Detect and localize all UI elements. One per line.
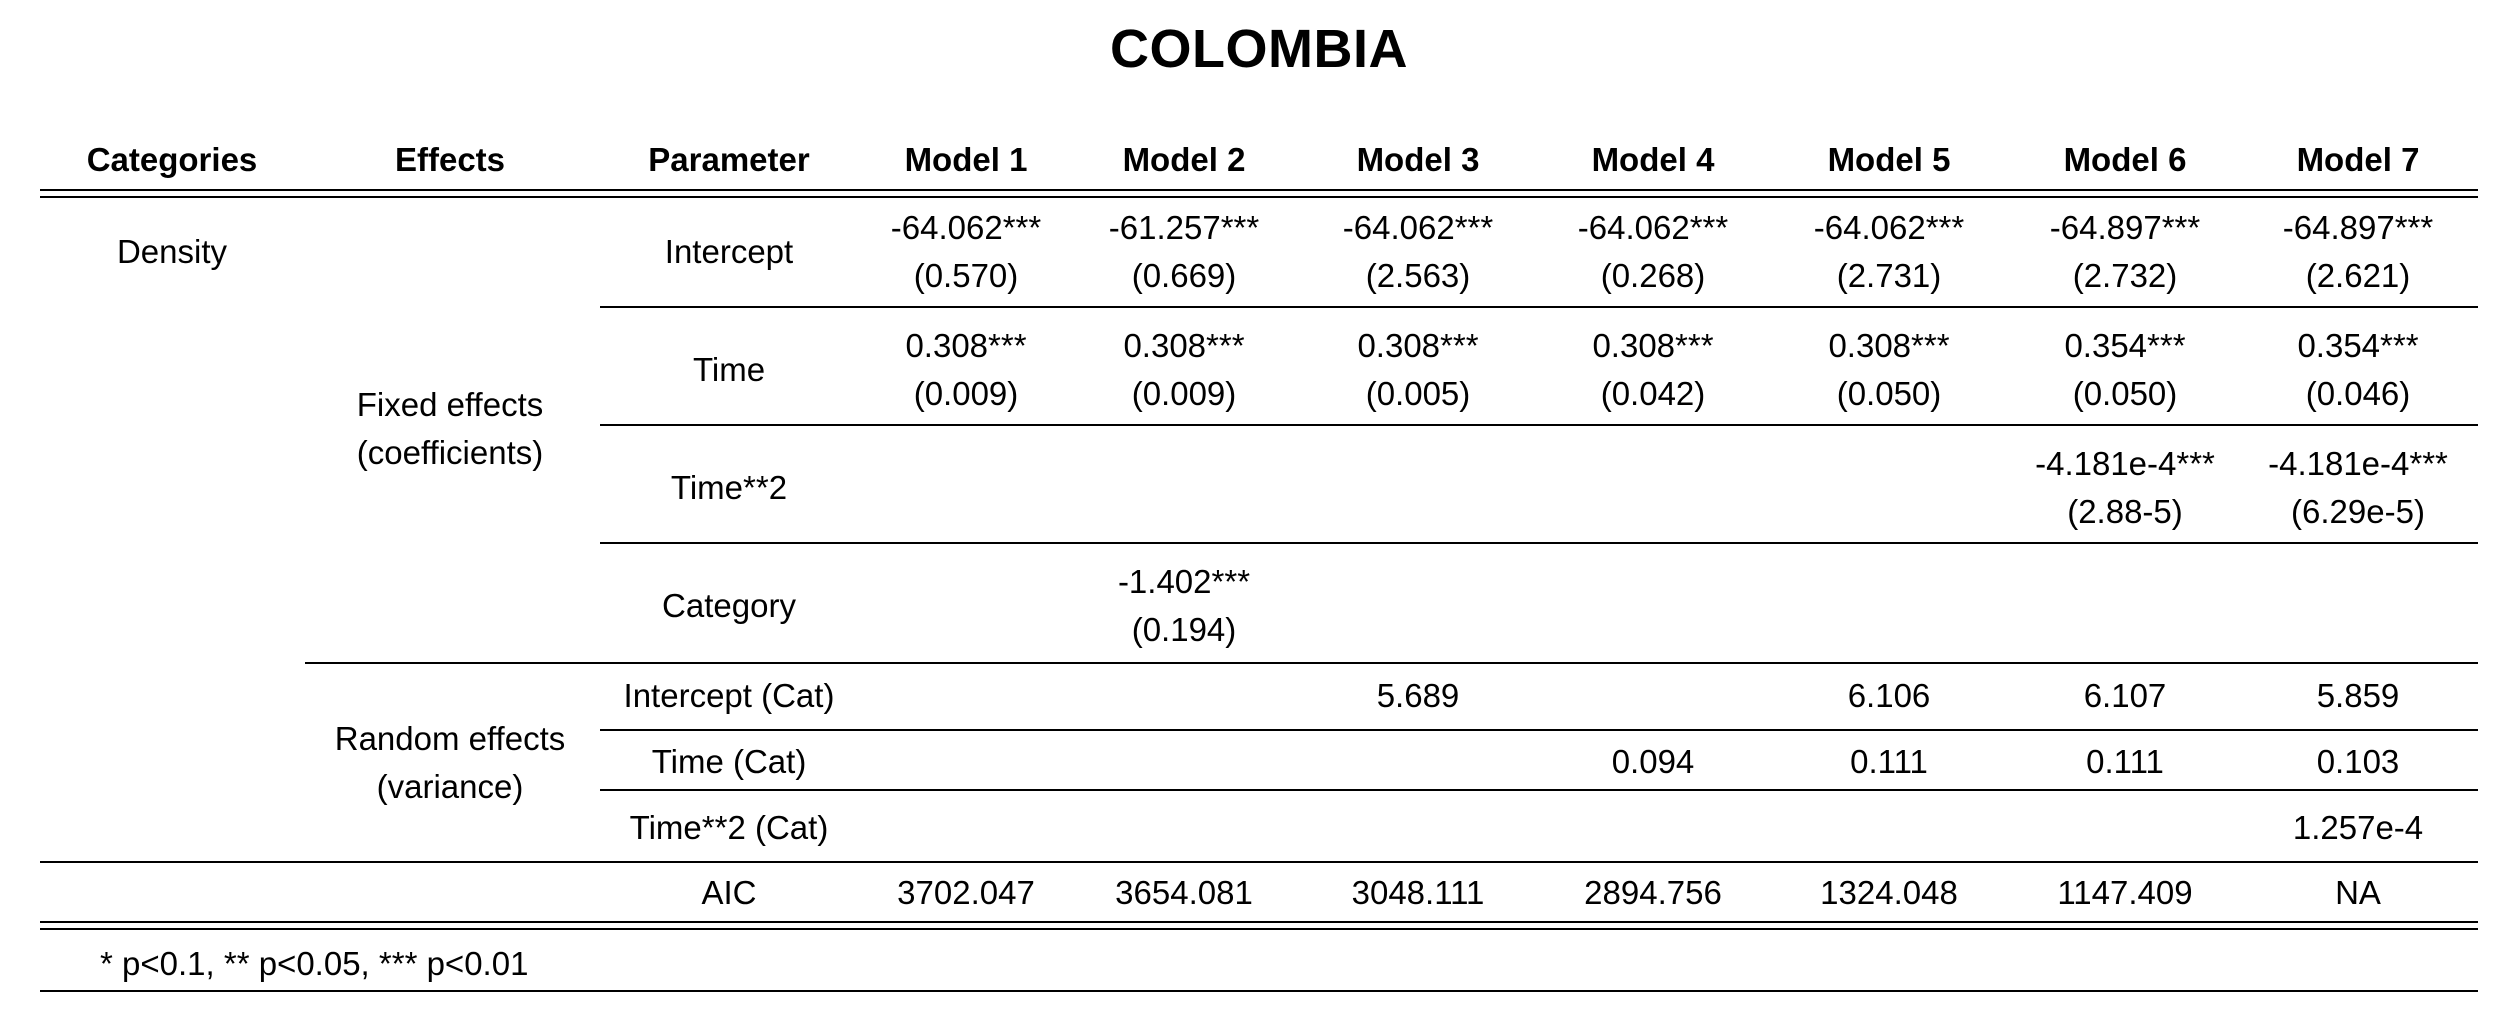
intercept-se-m5: (2.731) — [1836, 257, 1942, 294]
random-effects-sublabel: (variance) — [376, 768, 524, 805]
time-coef-m4: 0.308*** — [1592, 327, 1714, 364]
time2-cat-m7: 1.257e-4 — [2292, 809, 2424, 846]
intercept-se-m6: (2.732) — [2072, 257, 2178, 294]
rule-before-aic — [40, 861, 2478, 863]
rule-fixed-random — [305, 662, 2478, 664]
time-coef-m2: 0.308*** — [1123, 327, 1245, 364]
header-effects: Effects — [394, 141, 506, 178]
param-time-squared: Time**2 — [670, 469, 788, 506]
header-model-3: Model 3 — [1356, 141, 1480, 178]
header-model-5: Model 5 — [1827, 141, 1951, 178]
intercept-coef-m2: -61.257*** — [1108, 209, 1260, 246]
category-se-m2: (0.194) — [1131, 611, 1237, 648]
category-label: Density — [116, 233, 228, 270]
intercept-coef-m6: -64.897*** — [2049, 209, 2201, 246]
aic-rule-top — [40, 921, 2478, 923]
header-categories: Categories — [86, 141, 258, 178]
fixed-effects-sublabel: (coefficients) — [356, 434, 544, 471]
intercept-cat-m7: 5.859 — [2316, 677, 2400, 714]
time-cat-m5: 0.111 — [1850, 743, 1928, 780]
intercept-cat-m5: 6.106 — [1847, 677, 1931, 714]
category-coef-m2: -1.402*** — [1117, 563, 1251, 600]
time2-se-m7: (6.29e-5) — [2291, 493, 2425, 530]
row-rule-intercept-cat — [600, 729, 2478, 731]
intercept-cat-m6: 6.107 — [2083, 677, 2167, 714]
row-rule-time — [600, 424, 2478, 426]
param-category: Category — [662, 587, 796, 624]
header-model-7: Model 7 — [2296, 141, 2420, 178]
intercept-se-m1: (0.570) — [913, 257, 1019, 294]
aic-m6: 1147.409 — [2057, 874, 2193, 911]
aic-rule-bottom — [40, 928, 2478, 930]
time-se-m2: (0.009) — [1131, 375, 1237, 412]
intercept-se-m3: (2.563) — [1365, 257, 1471, 294]
intercept-se-m4: (0.268) — [1600, 257, 1706, 294]
header-rule-top — [40, 189, 2478, 191]
aic-m3: 3048.111 — [1351, 874, 1485, 911]
time-coef-m5: 0.308*** — [1828, 327, 1950, 364]
significance-footnote: * p<0.1, ** p<0.05, *** p<0.01 — [100, 945, 529, 982]
time-cat-m7: 0.103 — [2316, 743, 2400, 780]
time-cat-m4: 0.094 — [1611, 743, 1695, 780]
time2-coef-m7: -4.181e-4*** — [2268, 445, 2448, 482]
row-rule-intercept — [600, 306, 2478, 308]
table-title: COLOMBIA — [1110, 19, 1408, 79]
intercept-coef-m1: -64.062*** — [890, 209, 1042, 246]
time-se-m3: (0.005) — [1365, 375, 1471, 412]
aic-m5: 1324.048 — [1820, 874, 1958, 911]
time-coef-m1: 0.308*** — [905, 327, 1027, 364]
param-time: Time — [692, 351, 766, 388]
header-parameter: Parameter — [648, 141, 810, 178]
intercept-coef-m4: -64.062*** — [1577, 209, 1729, 246]
aic-m2: 3654.081 — [1115, 874, 1253, 911]
header-model-6: Model 6 — [2063, 141, 2187, 178]
time-se-m7: (0.046) — [2305, 375, 2411, 412]
table-bottom-rule — [40, 990, 2478, 992]
header-rule-bottom — [40, 196, 2478, 198]
time-se-m6: (0.050) — [2072, 375, 2178, 412]
param-intercept-cat: Intercept (Cat) — [623, 677, 835, 714]
row-rule-time-squared — [600, 542, 2478, 544]
time-coef-m7: 0.354*** — [2297, 327, 2419, 364]
param-intercept: Intercept — [664, 233, 794, 270]
time2-coef-m6: -4.181e-4*** — [2035, 445, 2215, 482]
time-se-m5: (0.050) — [1836, 375, 1942, 412]
aic-m4: 2894.756 — [1584, 874, 1722, 911]
intercept-se-m7: (2.621) — [2305, 257, 2411, 294]
fixed-effects-label: Fixed effects — [356, 386, 544, 423]
aic-m7: NA — [2335, 874, 2381, 911]
param-aic: AIC — [701, 874, 757, 911]
time-coef-m3: 0.308*** — [1357, 327, 1479, 364]
time-se-m4: (0.042) — [1600, 375, 1706, 412]
intercept-se-m2: (0.669) — [1131, 257, 1237, 294]
row-rule-time-cat — [600, 789, 2478, 791]
intercept-coef-m5: -64.062*** — [1813, 209, 1965, 246]
time-se-m1: (0.009) — [913, 375, 1019, 412]
time-cat-m6: 0.111 — [2086, 743, 2164, 780]
header-model-4: Model 4 — [1591, 141, 1715, 178]
random-effects-label: Random effects — [334, 720, 566, 757]
time2-se-m6: (2.88-5) — [2067, 493, 2183, 530]
param-time-squared-cat: Time**2 (Cat) — [629, 809, 829, 846]
intercept-cat-m3: 5.689 — [1376, 677, 1460, 714]
header-model-1: Model 1 — [904, 141, 1028, 178]
param-time-cat: Time (Cat) — [651, 743, 807, 780]
header-model-2: Model 2 — [1122, 141, 1246, 178]
time-coef-m6: 0.354*** — [2064, 327, 2186, 364]
aic-m1: 3702.047 — [897, 874, 1035, 911]
intercept-coef-m7: -64.897*** — [2282, 209, 2434, 246]
intercept-coef-m3: -64.062*** — [1342, 209, 1494, 246]
